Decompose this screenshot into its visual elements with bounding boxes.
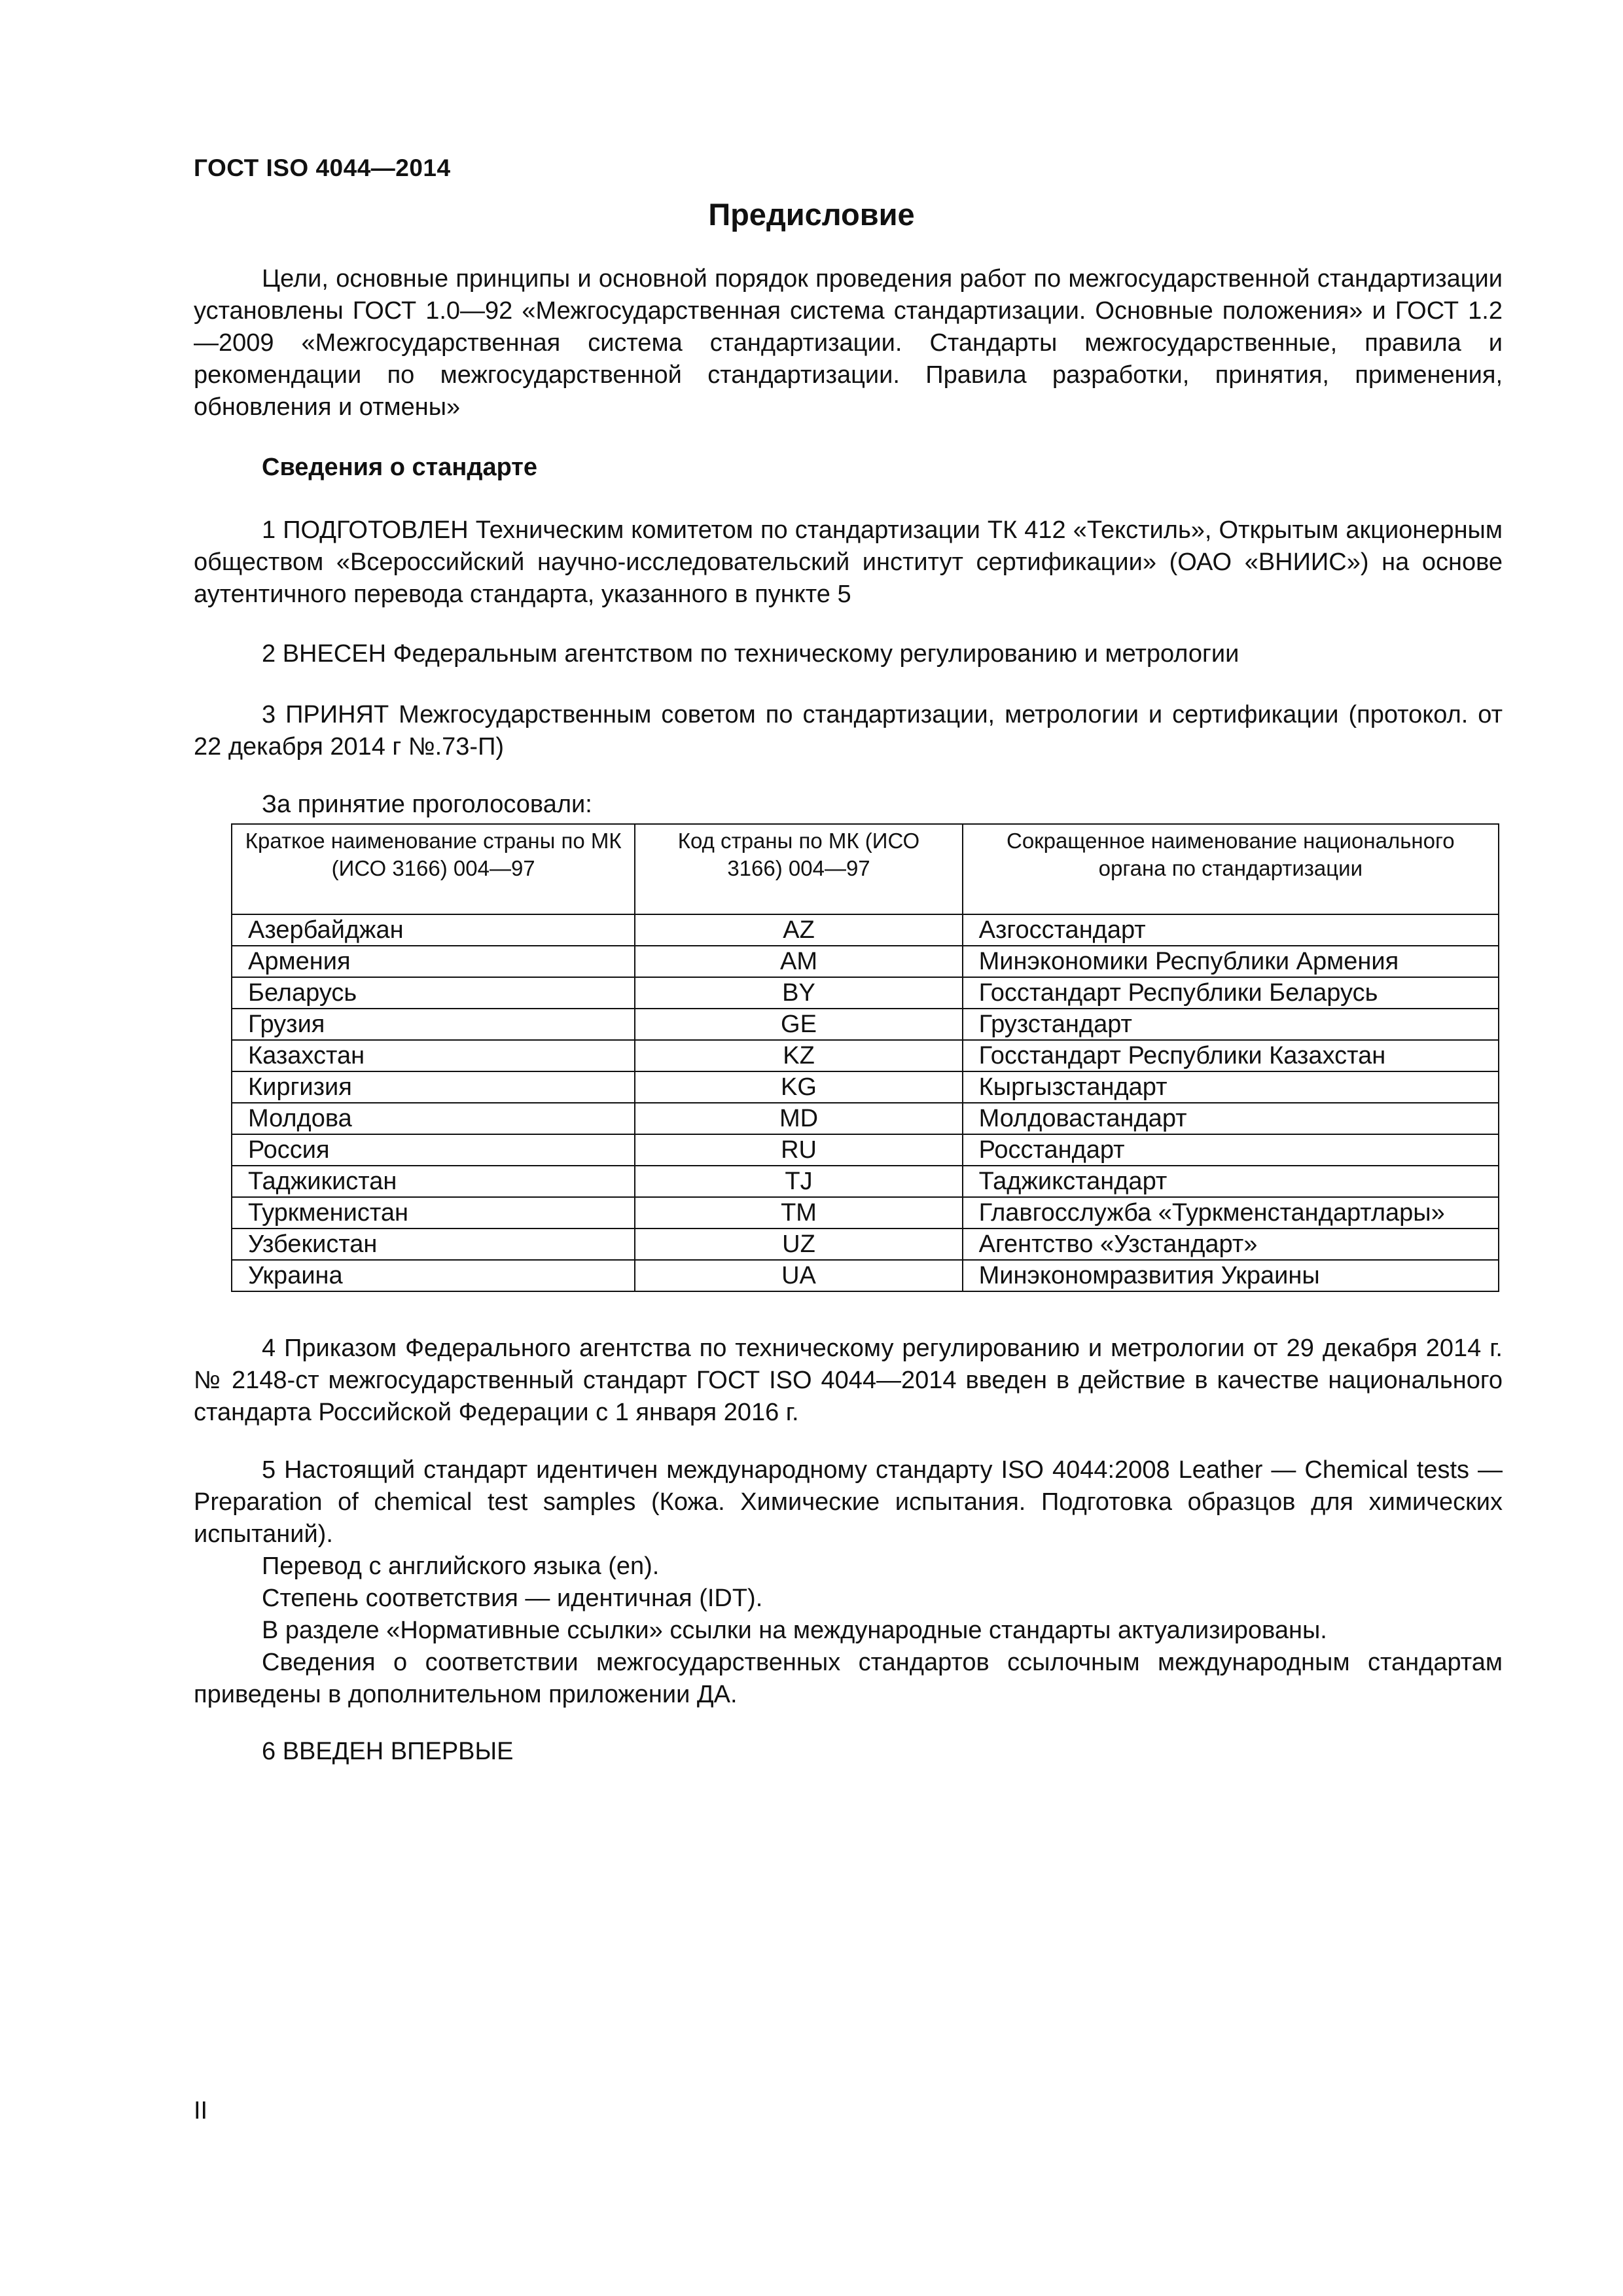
cell-country: Узбекистан [232, 1229, 635, 1260]
cell-country: Грузия [232, 1009, 635, 1040]
section-heading: Сведения о стандарте [262, 454, 538, 481]
cell-body: Росстандарт [963, 1134, 1499, 1166]
item1-block [194, 514, 1503, 611]
table-row [232, 1229, 1499, 1260]
cell-code: RU [635, 1134, 962, 1166]
table-row [232, 1040, 1499, 1071]
table-row [232, 946, 1499, 977]
cell-country: Беларусь [232, 977, 635, 1009]
cell-body: Госстандарт Республики Беларусь [963, 977, 1499, 1009]
table-row [232, 977, 1499, 1009]
item6-block [194, 1736, 1503, 1768]
page-number: II [194, 2097, 208, 2125]
cell-code: UA [635, 1260, 962, 1291]
item4-block [194, 1333, 1503, 1429]
cell-code: GE [635, 1009, 962, 1040]
table-row [232, 1134, 1499, 1166]
cell-body: Минэкономразвития Украины [963, 1260, 1499, 1291]
item3-paragraph: 3 ПРИНЯТ Межгосударственным советом по стандартизации, метрологии и сертификации (протокол. от 22 декабря 2014 г №.73-П) [194, 701, 1503, 761]
cell-country: Киргизия [232, 1071, 635, 1103]
cell-country: Азербайджан [232, 914, 635, 946]
votes-table [231, 823, 1499, 1292]
column-header-country: Краткое наименование страны по МК (ИСО 3166) 004—97 [232, 824, 635, 914]
table-row [232, 1071, 1499, 1103]
cell-body: Агентство «Узстандарт» [963, 1229, 1499, 1260]
item3-block [194, 699, 1503, 763]
cell-code: KG [635, 1071, 962, 1103]
item5-annex: Сведения о соответствии межгосударственных стандартов ссылочным международным стандартам приведены в дополнительном приложении ДА. [194, 1649, 1503, 1708]
cell-body: Грузстандарт [963, 1009, 1499, 1040]
cell-body: Таджикстандарт [963, 1166, 1499, 1197]
item2-paragraph: 2 ВНЕСЕН Федеральным агентством по техническому регулированию и метрологии [262, 640, 1240, 668]
table-row [232, 1166, 1499, 1197]
cell-country: Казахстан [232, 1040, 635, 1071]
cell-body: Азгосстандарт [963, 914, 1499, 946]
votes-caption: За принятие проголосовали: [262, 791, 592, 818]
cell-body: Госстандарт Республики Казахстан [963, 1040, 1499, 1071]
votes-table-body [232, 914, 1499, 1291]
column-header-body: Сокращенное наименование национального органа по стандартизации [963, 824, 1499, 914]
table-row [232, 1103, 1499, 1134]
item5-translation: Перевод с английского языка (en). [262, 1552, 660, 1580]
cell-code: BY [635, 977, 962, 1009]
table-row [232, 1197, 1499, 1229]
cell-code: AZ [635, 914, 962, 946]
table-row [232, 1009, 1499, 1040]
cell-body: Кыргызстандарт [963, 1071, 1499, 1103]
cell-code: TJ [635, 1166, 962, 1197]
cell-country: Россия [232, 1134, 635, 1166]
item6-paragraph: 6 ВВЕДЕН ВПЕРВЫЕ [262, 1738, 514, 1765]
item2-block [194, 638, 1503, 670]
cell-country: Украина [232, 1260, 635, 1291]
cell-body: Минэкономики Республики Армения [963, 946, 1499, 977]
cell-country: Армения [232, 946, 635, 977]
cell-country: Туркменистан [232, 1197, 635, 1229]
item5-refs: В разделе «Нормативные ссылки» ссылки на международные стандарты актуализированы. [262, 1617, 1327, 1644]
intro-block [194, 263, 1503, 423]
intro-paragraph: Цели, основные принципы и основной порядок проведения работ по межгосударственной стандартизации установлены ГОСТ 1.0—92 «Межгосударственная система стандартизации. Основные положения» и ГОСТ 1.2—2009 «Межгосударственная система стандартизации. Стандарты межгосударственные, правила и рекомендации по межгосударственной стандартизации. Правила разработки, принятия, применения, обновления и отмены» [194, 265, 1503, 421]
standard-id-header: ГОСТ ISO 4044—2014 [194, 154, 451, 181]
cell-country: Таджикистан [232, 1166, 635, 1197]
votes-table-header-row [232, 824, 1499, 914]
cell-code: KZ [635, 1040, 962, 1071]
item5-degree: Степень соответствия — идентичная (IDT). [262, 1585, 763, 1612]
item5-paragraph: 5 Настоящий стандарт идентичен международному стандарту ISO 4044:2008 Leather — Chemical tests — Preparation of chemical test samples (Кожа. Химические испытания. Подготовка образцов для химических испытаний). [194, 1456, 1503, 1548]
table-row [232, 1260, 1499, 1291]
cell-code: AM [635, 946, 962, 977]
page-title: Предисловие [708, 197, 915, 232]
item1-paragraph: 1 ПОДГОТОВЛЕН Техническим комитетом по стандартизации ТК 412 «Текстиль», Открытым акционерным обществом «Всероссийский научно-исследовательский институт сертификации» (ОАО «ВНИИС») на основе аутентичного перевода стандарта, указанного в пункте 5 [194, 516, 1503, 608]
item5-block [194, 1454, 1503, 1711]
cell-body: Главгосслужба «Туркменстандартлары» [963, 1197, 1499, 1229]
item4-paragraph: 4 Приказом Федерального агентства по техническому регулированию и метрологии от 29 декабря 2014 г. № 2148-ст межгосударственный стандарт ГОСТ ISO 4044—2014 введен в действие в качестве национального стандарта Российской Федерации с 1 января 2016 г. [194, 1335, 1503, 1426]
column-header-code: Код страны по МК (ИСО 3166) 004—97 [635, 824, 962, 914]
cell-code: MD [635, 1103, 962, 1134]
table-row [232, 914, 1499, 946]
cell-country: Молдова [232, 1103, 635, 1134]
cell-code: UZ [635, 1229, 962, 1260]
cell-code: TM [635, 1197, 962, 1229]
cell-body: Молдовастандарт [963, 1103, 1499, 1134]
